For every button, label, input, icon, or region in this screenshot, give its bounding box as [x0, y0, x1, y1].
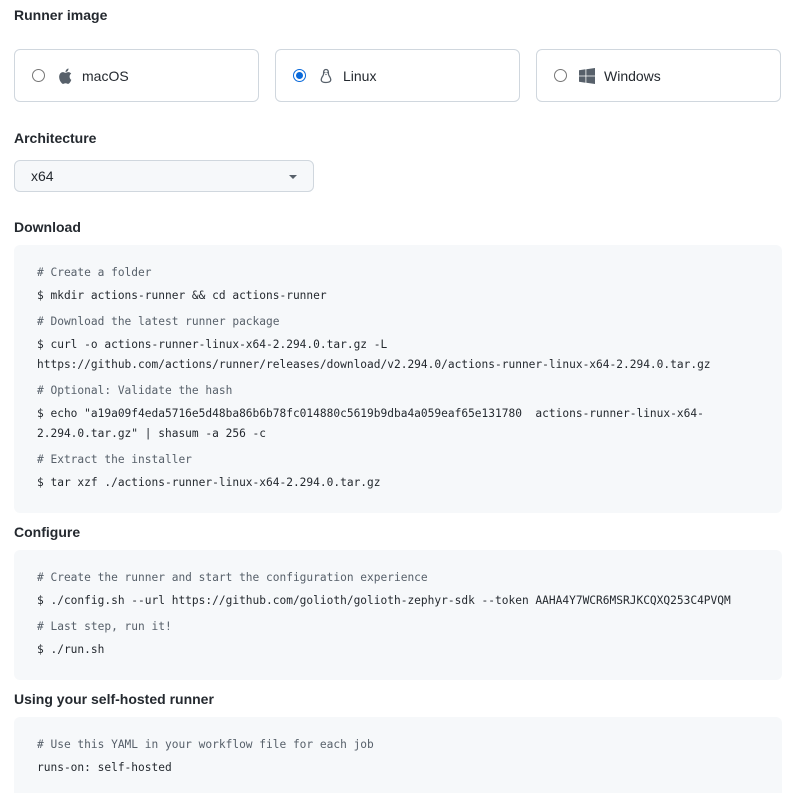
configure-code-block — [14, 550, 782, 680]
code-comment: # Use this YAML in your workflow file for each job — [37, 738, 374, 751]
code-comment: # Create the runner and start the configuration experience — [37, 571, 428, 584]
linux-radio[interactable] — [293, 69, 306, 82]
architecture-selected-value: x64 — [31, 168, 54, 184]
caret-down-icon — [289, 175, 297, 179]
os-option-windows[interactable] — [536, 49, 781, 102]
download-code-block — [14, 245, 782, 513]
code-command: $ mkdir actions-runner && cd actions-runner — [37, 289, 327, 302]
code-command: $ curl -o actions-runner-linux-x64-2.294.0.tar.gz -L — [37, 338, 388, 351]
architecture-select[interactable] — [14, 160, 314, 192]
code-command: 2.294.0.tar.gz" | shasum -a 256 -c — [37, 427, 267, 440]
code-comment: # Optional: Validate the hash — [37, 384, 233, 397]
code-command: https://github.com/actions/runner/releases/download/v2.294.0/actions-runner-linux-x64-2.294.0.tar.gz — [37, 358, 711, 371]
code-comment: # Create a folder — [37, 266, 152, 279]
download-title: Download — [14, 219, 81, 235]
apple-icon — [57, 68, 73, 84]
code-comment: # Last step, run it! — [37, 620, 172, 633]
code-command: $ echo "a19a09f4eda5716e5d48ba86b6b78fc014880c5619b9dba4a059eaf65e131780 actions-runner-linux-x64- — [37, 407, 704, 420]
code-comment: # Download the latest runner package — [37, 315, 280, 328]
macos-label: macOS — [82, 67, 129, 84]
linux-penguin-icon — [318, 68, 334, 84]
code-comment: # Extract the installer — [37, 453, 192, 466]
code-command: $ ./config.sh --url https://github.com/golioth/golioth-zephyr-sdk --token AAHA4Y7WCR6MSRJKCQXQ253C4PVQM — [37, 594, 731, 607]
configure-title: Configure — [14, 524, 81, 540]
macos-radio[interactable] — [32, 69, 45, 82]
code-command: runs-on: self-hosted — [37, 761, 172, 774]
code-command: $ tar xzf ./actions-runner-linux-x64-2.294.0.tar.gz — [37, 476, 381, 489]
os-option-macos[interactable] — [14, 49, 259, 102]
using-runner-title: Using your self-hosted runner — [14, 691, 214, 707]
using-runner-code-block — [14, 717, 782, 793]
architecture-title: Architecture — [14, 130, 97, 146]
windows-label: Windows — [604, 67, 661, 84]
code-command: $ ./run.sh — [37, 643, 105, 656]
windows-radio[interactable] — [554, 69, 567, 82]
os-option-linux[interactable] — [275, 49, 520, 102]
windows-icon — [579, 68, 595, 84]
linux-label: Linux — [343, 67, 377, 84]
runner-image-title: Runner image — [14, 7, 108, 23]
